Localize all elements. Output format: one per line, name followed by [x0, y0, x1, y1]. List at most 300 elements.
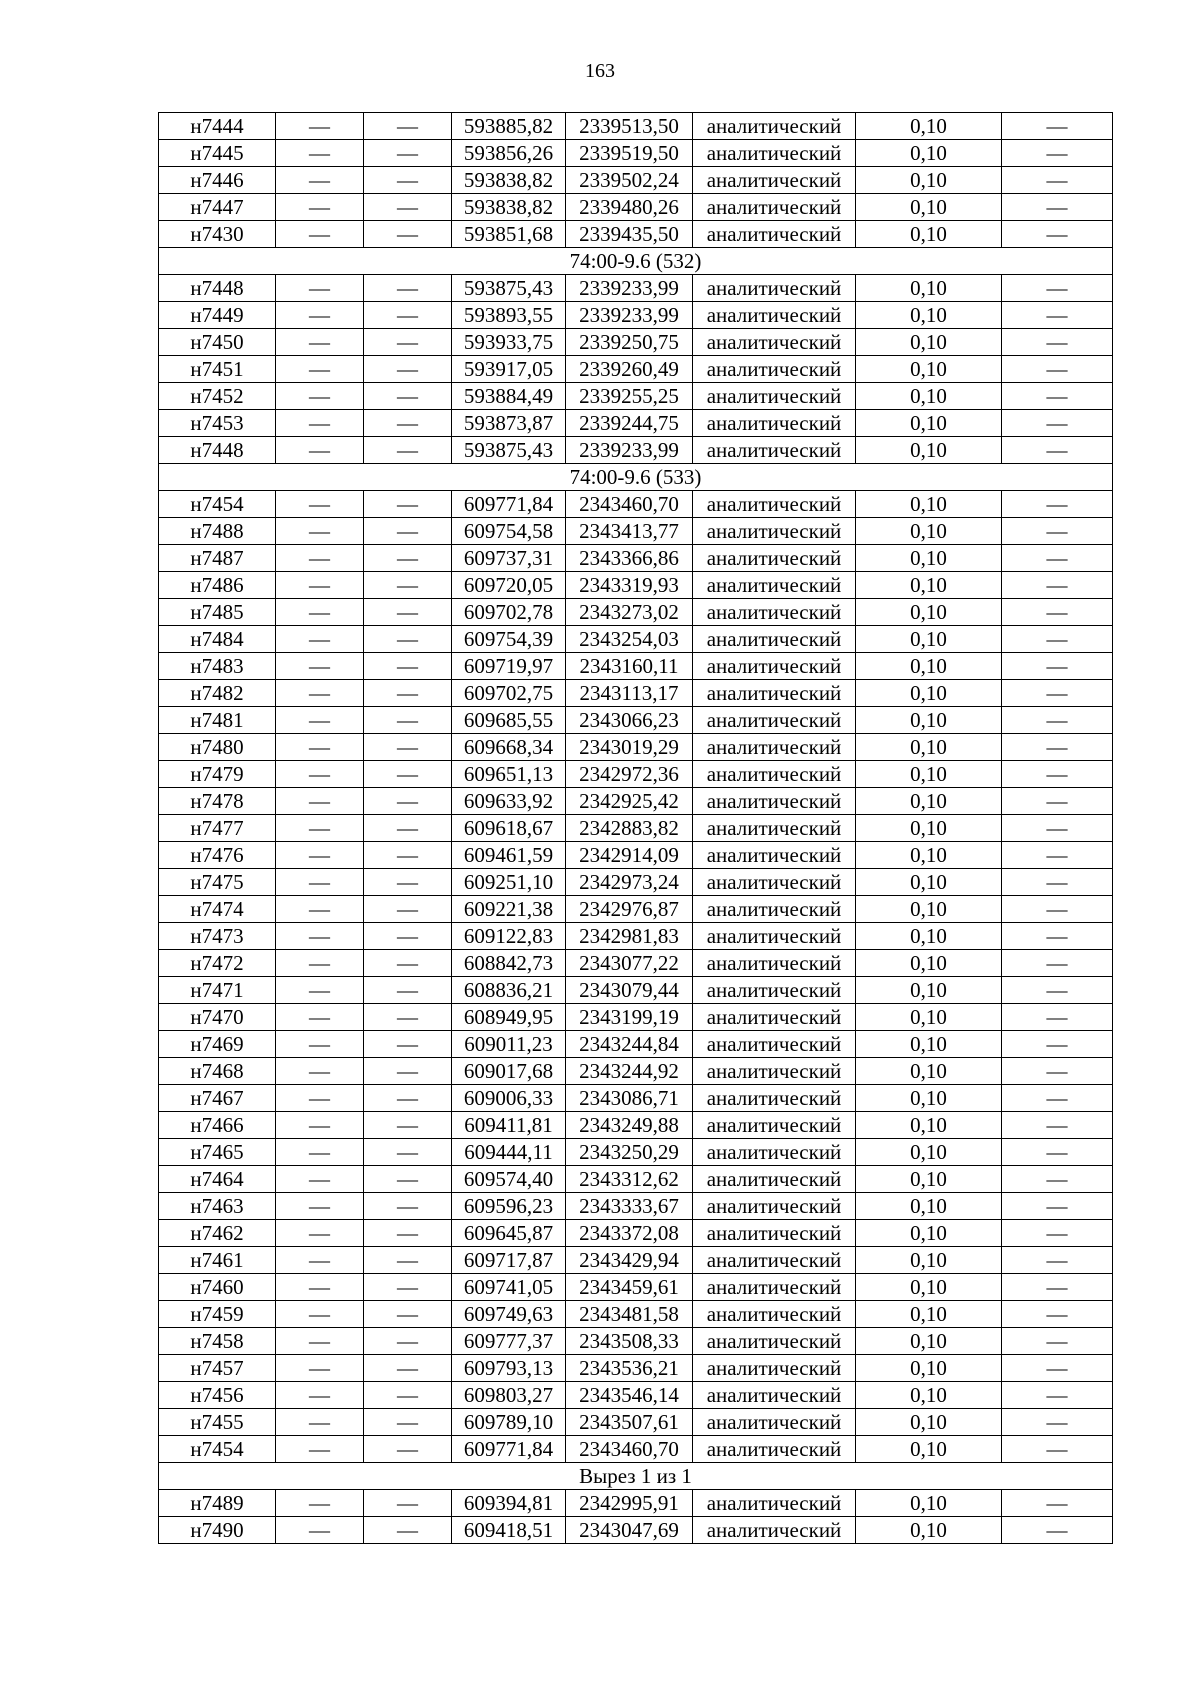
coordinates-table: [158, 112, 1113, 1544]
dash-cell: —: [1002, 545, 1113, 572]
dash-cell: —: [1002, 167, 1113, 194]
dash-cell: —: [1002, 1274, 1113, 1301]
section-heading: 74:00-9.6 (532): [159, 248, 1113, 275]
point-id-cell: н7463: [159, 1193, 276, 1220]
dash-cell: —: [1002, 869, 1113, 896]
x-coordinate-cell: 609737,31: [452, 545, 566, 572]
dash-cell: —: [276, 815, 364, 842]
dash-cell: —: [1002, 1058, 1113, 1085]
dash-cell: —: [1002, 626, 1113, 653]
x-coordinate-cell: 593885,82: [452, 113, 566, 140]
dash-cell: —: [1002, 680, 1113, 707]
accuracy-cell: 0,10: [856, 1301, 1002, 1328]
dash-cell: —: [276, 1139, 364, 1166]
y-coordinate-cell: 2343536,21: [566, 1355, 693, 1382]
dash-cell: —: [276, 680, 364, 707]
accuracy-cell: 0,10: [856, 275, 1002, 302]
dash-cell: —: [364, 1112, 452, 1139]
dash-cell: —: [276, 1490, 364, 1517]
accuracy-cell: 0,10: [856, 1409, 1002, 1436]
x-coordinate-cell: 609771,84: [452, 1436, 566, 1463]
method-cell: аналитический: [693, 1436, 856, 1463]
dash-cell: —: [276, 1436, 364, 1463]
dash-cell: —: [1002, 356, 1113, 383]
dash-cell: —: [1002, 1355, 1113, 1382]
dash-cell: —: [276, 707, 364, 734]
dash-cell: —: [276, 437, 364, 464]
dash-cell: —: [364, 815, 452, 842]
y-coordinate-cell: 2343047,69: [566, 1517, 693, 1544]
x-coordinate-cell: 593893,55: [452, 302, 566, 329]
method-cell: аналитический: [693, 1139, 856, 1166]
method-cell: аналитический: [693, 140, 856, 167]
point-id-cell: н7472: [159, 950, 276, 977]
dash-cell: —: [1002, 1301, 1113, 1328]
y-coordinate-cell: 2343244,84: [566, 1031, 693, 1058]
point-id-cell: н7451: [159, 356, 276, 383]
y-coordinate-cell: 2343459,61: [566, 1274, 693, 1301]
dash-cell: —: [276, 842, 364, 869]
method-cell: аналитический: [693, 545, 856, 572]
point-id-cell: н7483: [159, 653, 276, 680]
x-coordinate-cell: 609221,38: [452, 896, 566, 923]
point-id-cell: н7467: [159, 1085, 276, 1112]
accuracy-cell: 0,10: [856, 950, 1002, 977]
dash-cell: —: [1002, 1220, 1113, 1247]
method-cell: аналитический: [693, 356, 856, 383]
method-cell: аналитический: [693, 1517, 856, 1544]
accuracy-cell: 0,10: [856, 923, 1002, 950]
dash-cell: —: [1002, 194, 1113, 221]
point-id-cell: н7454: [159, 1436, 276, 1463]
point-id-cell: н7466: [159, 1112, 276, 1139]
x-coordinate-cell: 593875,43: [452, 275, 566, 302]
method-cell: аналитический: [693, 1112, 856, 1139]
y-coordinate-cell: 2339502,24: [566, 167, 693, 194]
dash-cell: —: [1002, 572, 1113, 599]
dash-cell: —: [1002, 113, 1113, 140]
point-id-cell: н7484: [159, 626, 276, 653]
table-row: [159, 1274, 1113, 1301]
x-coordinate-cell: 609754,39: [452, 626, 566, 653]
x-coordinate-cell: 609789,10: [452, 1409, 566, 1436]
dash-cell: —: [276, 734, 364, 761]
x-coordinate-cell: 593917,05: [452, 356, 566, 383]
y-coordinate-cell: 2343019,29: [566, 734, 693, 761]
dash-cell: —: [1002, 1409, 1113, 1436]
dash-cell: —: [276, 383, 364, 410]
method-cell: аналитический: [693, 275, 856, 302]
accuracy-cell: 0,10: [856, 1004, 1002, 1031]
accuracy-cell: 0,10: [856, 302, 1002, 329]
table-row: [159, 302, 1113, 329]
dash-cell: —: [364, 221, 452, 248]
dash-cell: —: [364, 1058, 452, 1085]
method-cell: аналитический: [693, 707, 856, 734]
point-id-cell: н7452: [159, 383, 276, 410]
point-id-cell: н7488: [159, 518, 276, 545]
y-coordinate-cell: 2343273,02: [566, 599, 693, 626]
table-row: [159, 1247, 1113, 1274]
table-row: [159, 491, 1113, 518]
x-coordinate-cell: 608836,21: [452, 977, 566, 1004]
point-id-cell: н7481: [159, 707, 276, 734]
table-row: [159, 815, 1113, 842]
x-coordinate-cell: 593851,68: [452, 221, 566, 248]
x-coordinate-cell: 593838,82: [452, 194, 566, 221]
dash-cell: —: [364, 734, 452, 761]
accuracy-cell: 0,10: [856, 1328, 1002, 1355]
table-row: [159, 221, 1113, 248]
table-row: [159, 194, 1113, 221]
dash-cell: —: [364, 194, 452, 221]
y-coordinate-cell: 2342925,42: [566, 788, 693, 815]
dash-cell: —: [276, 788, 364, 815]
dash-cell: —: [364, 1166, 452, 1193]
dash-cell: —: [364, 437, 452, 464]
point-id-cell: н7454: [159, 491, 276, 518]
dash-cell: —: [276, 599, 364, 626]
dash-cell: —: [1002, 707, 1113, 734]
method-cell: аналитический: [693, 842, 856, 869]
table-row: [159, 977, 1113, 1004]
table-row: [159, 1517, 1113, 1544]
method-cell: аналитический: [693, 734, 856, 761]
method-cell: аналитический: [693, 950, 856, 977]
point-id-cell: н7489: [159, 1490, 276, 1517]
point-id-cell: н7464: [159, 1166, 276, 1193]
y-coordinate-cell: 2343250,29: [566, 1139, 693, 1166]
dash-cell: —: [276, 1031, 364, 1058]
method-cell: аналитический: [693, 167, 856, 194]
table-row: [159, 1409, 1113, 1436]
accuracy-cell: 0,10: [856, 1436, 1002, 1463]
dash-cell: —: [276, 869, 364, 896]
accuracy-cell: 0,10: [856, 491, 1002, 518]
section-heading-row: [159, 248, 1113, 275]
dash-cell: —: [1002, 1382, 1113, 1409]
x-coordinate-cell: 609633,92: [452, 788, 566, 815]
dash-cell: —: [276, 1247, 364, 1274]
page-number: 163: [585, 60, 615, 82]
dash-cell: —: [1002, 1328, 1113, 1355]
dash-cell: —: [1002, 518, 1113, 545]
table-row: [159, 923, 1113, 950]
accuracy-cell: 0,10: [856, 572, 1002, 599]
point-id-cell: н7449: [159, 302, 276, 329]
dash-cell: —: [1002, 491, 1113, 518]
x-coordinate-cell: 609717,87: [452, 1247, 566, 1274]
dash-cell: —: [1002, 923, 1113, 950]
y-coordinate-cell: 2339233,99: [566, 275, 693, 302]
x-coordinate-cell: 609618,67: [452, 815, 566, 842]
point-id-cell: н7459: [159, 1301, 276, 1328]
dash-cell: —: [1002, 977, 1113, 1004]
table-row: [159, 1355, 1113, 1382]
accuracy-cell: 0,10: [856, 140, 1002, 167]
y-coordinate-cell: 2343249,88: [566, 1112, 693, 1139]
point-id-cell: н7445: [159, 140, 276, 167]
point-id-cell: н7482: [159, 680, 276, 707]
dash-cell: —: [276, 572, 364, 599]
dash-cell: —: [364, 1517, 452, 1544]
method-cell: аналитический: [693, 680, 856, 707]
dash-cell: —: [364, 1004, 452, 1031]
dash-cell: —: [276, 761, 364, 788]
dash-cell: —: [276, 1301, 364, 1328]
dash-cell: —: [276, 1409, 364, 1436]
dash-cell: —: [276, 1085, 364, 1112]
point-id-cell: н7480: [159, 734, 276, 761]
x-coordinate-cell: 609011,23: [452, 1031, 566, 1058]
dash-cell: —: [276, 1112, 364, 1139]
dash-cell: —: [364, 383, 452, 410]
dash-cell: —: [364, 1409, 452, 1436]
dash-cell: —: [1002, 437, 1113, 464]
x-coordinate-cell: 593838,82: [452, 167, 566, 194]
y-coordinate-cell: 2343312,62: [566, 1166, 693, 1193]
table-row: [159, 1085, 1113, 1112]
point-id-cell: н7462: [159, 1220, 276, 1247]
accuracy-cell: 0,10: [856, 842, 1002, 869]
table-row: [159, 734, 1113, 761]
y-coordinate-cell: 2339435,50: [566, 221, 693, 248]
x-coordinate-cell: 609006,33: [452, 1085, 566, 1112]
accuracy-cell: 0,10: [856, 1490, 1002, 1517]
dash-cell: —: [364, 1490, 452, 1517]
dash-cell: —: [364, 653, 452, 680]
method-cell: аналитический: [693, 923, 856, 950]
accuracy-cell: 0,10: [856, 815, 1002, 842]
dash-cell: —: [364, 545, 452, 572]
dash-cell: —: [1002, 1166, 1113, 1193]
table-row: [159, 761, 1113, 788]
table-row: [159, 1220, 1113, 1247]
y-coordinate-cell: 2343244,92: [566, 1058, 693, 1085]
x-coordinate-cell: 609418,51: [452, 1517, 566, 1544]
dash-cell: —: [364, 329, 452, 356]
y-coordinate-cell: 2342995,91: [566, 1490, 693, 1517]
method-cell: аналитический: [693, 1490, 856, 1517]
dash-cell: —: [276, 221, 364, 248]
y-coordinate-cell: 2342973,24: [566, 869, 693, 896]
x-coordinate-cell: 608842,73: [452, 950, 566, 977]
dash-cell: —: [364, 707, 452, 734]
table-row: [159, 167, 1113, 194]
dash-cell: —: [1002, 842, 1113, 869]
dash-cell: —: [364, 1436, 452, 1463]
table-row: [159, 1301, 1113, 1328]
point-id-cell: н7450: [159, 329, 276, 356]
point-id-cell: н7457: [159, 1355, 276, 1382]
y-coordinate-cell: 2343507,61: [566, 1409, 693, 1436]
dash-cell: —: [276, 1004, 364, 1031]
x-coordinate-cell: 593933,75: [452, 329, 566, 356]
accuracy-cell: 0,10: [856, 1382, 1002, 1409]
table-row: [159, 1004, 1113, 1031]
accuracy-cell: 0,10: [856, 626, 1002, 653]
accuracy-cell: 0,10: [856, 383, 1002, 410]
point-id-cell: н7468: [159, 1058, 276, 1085]
table-row: [159, 1139, 1113, 1166]
x-coordinate-cell: 609685,55: [452, 707, 566, 734]
dash-cell: —: [276, 1274, 364, 1301]
dash-cell: —: [276, 977, 364, 1004]
dash-cell: —: [364, 1031, 452, 1058]
method-cell: аналитический: [693, 1328, 856, 1355]
method-cell: аналитический: [693, 1247, 856, 1274]
dash-cell: —: [276, 545, 364, 572]
method-cell: аналитический: [693, 869, 856, 896]
dash-cell: —: [1002, 950, 1113, 977]
method-cell: аналитический: [693, 761, 856, 788]
dash-cell: —: [364, 302, 452, 329]
y-coordinate-cell: 2343372,08: [566, 1220, 693, 1247]
method-cell: аналитический: [693, 410, 856, 437]
y-coordinate-cell: 2339233,99: [566, 437, 693, 464]
x-coordinate-cell: 609702,78: [452, 599, 566, 626]
dash-cell: —: [276, 1382, 364, 1409]
table-row: [159, 1166, 1113, 1193]
table-row: [159, 275, 1113, 302]
accuracy-cell: 0,10: [856, 869, 1002, 896]
method-cell: аналитический: [693, 113, 856, 140]
method-cell: аналитический: [693, 653, 856, 680]
y-coordinate-cell: 2339480,26: [566, 194, 693, 221]
dash-cell: —: [364, 761, 452, 788]
x-coordinate-cell: 609749,63: [452, 1301, 566, 1328]
dash-cell: —: [1002, 1247, 1113, 1274]
dash-cell: —: [364, 1274, 452, 1301]
table-row: [159, 707, 1113, 734]
y-coordinate-cell: 2343481,58: [566, 1301, 693, 1328]
dash-cell: —: [1002, 1085, 1113, 1112]
dash-cell: —: [1002, 788, 1113, 815]
dash-cell: —: [364, 1382, 452, 1409]
table-row: [159, 1382, 1113, 1409]
accuracy-cell: 0,10: [856, 410, 1002, 437]
x-coordinate-cell: 609777,37: [452, 1328, 566, 1355]
x-coordinate-cell: 609702,75: [452, 680, 566, 707]
table-row: [159, 518, 1113, 545]
dash-cell: —: [1002, 383, 1113, 410]
point-id-cell: н7456: [159, 1382, 276, 1409]
dash-cell: —: [1002, 329, 1113, 356]
dash-cell: —: [276, 626, 364, 653]
point-id-cell: н7490: [159, 1517, 276, 1544]
dash-cell: —: [276, 950, 364, 977]
accuracy-cell: 0,10: [856, 680, 1002, 707]
accuracy-cell: 0,10: [856, 518, 1002, 545]
method-cell: аналитический: [693, 788, 856, 815]
method-cell: аналитический: [693, 977, 856, 1004]
dash-cell: —: [364, 977, 452, 1004]
table-row: [159, 1490, 1113, 1517]
y-coordinate-cell: 2343160,11: [566, 653, 693, 680]
table-row: [159, 410, 1113, 437]
dash-cell: —: [1002, 599, 1113, 626]
table-row: [159, 788, 1113, 815]
x-coordinate-cell: 608949,95: [452, 1004, 566, 1031]
dash-cell: —: [276, 1517, 364, 1544]
section-heading-row: [159, 464, 1113, 491]
method-cell: аналитический: [693, 572, 856, 599]
dash-cell: —: [276, 140, 364, 167]
x-coordinate-cell: 609719,97: [452, 653, 566, 680]
point-id-cell: н7460: [159, 1274, 276, 1301]
dash-cell: —: [364, 356, 452, 383]
method-cell: аналитический: [693, 383, 856, 410]
table-row: [159, 599, 1113, 626]
dash-cell: —: [364, 572, 452, 599]
x-coordinate-cell: 609461,59: [452, 842, 566, 869]
table-row: [159, 896, 1113, 923]
dash-cell: —: [276, 1166, 364, 1193]
accuracy-cell: 0,10: [856, 896, 1002, 923]
point-id-cell: н7486: [159, 572, 276, 599]
dash-cell: —: [1002, 1436, 1113, 1463]
dash-cell: —: [1002, 1517, 1113, 1544]
table-row: [159, 653, 1113, 680]
accuracy-cell: 0,10: [856, 977, 1002, 1004]
y-coordinate-cell: 2343079,44: [566, 977, 693, 1004]
table-row: [159, 626, 1113, 653]
x-coordinate-cell: 609651,13: [452, 761, 566, 788]
dash-cell: —: [276, 1193, 364, 1220]
point-id-cell: н7470: [159, 1004, 276, 1031]
table-row: [159, 356, 1113, 383]
y-coordinate-cell: 2343429,94: [566, 1247, 693, 1274]
table-row: [159, 1436, 1113, 1463]
method-cell: аналитический: [693, 1166, 856, 1193]
x-coordinate-cell: 593873,87: [452, 410, 566, 437]
dash-cell: —: [364, 1139, 452, 1166]
dash-cell: —: [1002, 1031, 1113, 1058]
method-cell: аналитический: [693, 1058, 856, 1085]
accuracy-cell: 0,10: [856, 761, 1002, 788]
y-coordinate-cell: 2343086,71: [566, 1085, 693, 1112]
dash-cell: —: [1002, 1193, 1113, 1220]
x-coordinate-cell: 609793,13: [452, 1355, 566, 1382]
point-id-cell: н7485: [159, 599, 276, 626]
y-coordinate-cell: 2343113,17: [566, 680, 693, 707]
accuracy-cell: 0,10: [856, 1220, 1002, 1247]
accuracy-cell: 0,10: [856, 167, 1002, 194]
accuracy-cell: 0,10: [856, 599, 1002, 626]
dash-cell: —: [276, 518, 364, 545]
x-coordinate-cell: 593856,26: [452, 140, 566, 167]
table-body: [159, 113, 1113, 1544]
dash-cell: —: [1002, 221, 1113, 248]
dash-cell: —: [364, 491, 452, 518]
y-coordinate-cell: 2339513,50: [566, 113, 693, 140]
table-row: [159, 545, 1113, 572]
dash-cell: —: [276, 275, 364, 302]
y-coordinate-cell: 2342883,82: [566, 815, 693, 842]
accuracy-cell: 0,10: [856, 356, 1002, 383]
table-row: [159, 680, 1113, 707]
method-cell: аналитический: [693, 1382, 856, 1409]
dash-cell: —: [364, 1301, 452, 1328]
section-heading: 74:00-9.6 (533): [159, 464, 1113, 491]
x-coordinate-cell: 609251,10: [452, 869, 566, 896]
accuracy-cell: 0,10: [856, 437, 1002, 464]
y-coordinate-cell: 2339255,25: [566, 383, 693, 410]
dash-cell: —: [1002, 1490, 1113, 1517]
dash-cell: —: [364, 923, 452, 950]
accuracy-cell: 0,10: [856, 1058, 1002, 1085]
dash-cell: —: [364, 788, 452, 815]
